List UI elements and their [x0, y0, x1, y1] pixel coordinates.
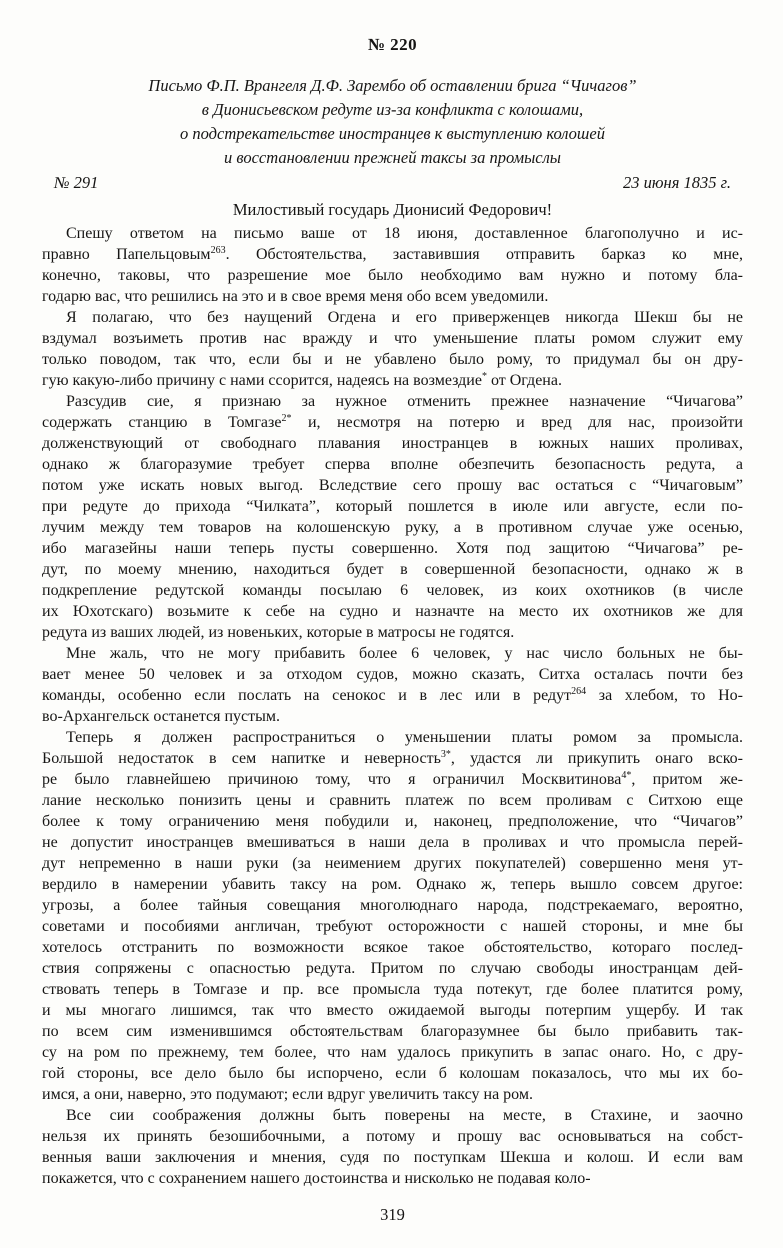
text-line: содержать станцию в Томгазе$^{2*}$ и, несмотря на потерю и вред для нас, произойти	[42, 413, 743, 431]
text-line: однако ж благоразумие требует сперва вполне обезпечить безопасность редута, а	[42, 456, 743, 473]
text-line: вает менее 50 человек и за отходом судов, можно сказать, Ситха осталась почти без	[42, 666, 743, 683]
text-line: правно Папельцовым$^{263}$. Обстоятельства, заставившия отправить барказ ко мне,	[42, 245, 743, 263]
text-line: при редуте до прихода “Чилката”, который пошлется в июле или августе, если по-	[42, 498, 743, 515]
text-line: лучим между тем товаров на колошенскую руку, а в противном случае уже осенью,	[42, 519, 743, 536]
letter-ref-number: № 291	[54, 173, 99, 192]
footnote-marker: 2*	[281, 413, 292, 424]
text-line: венныя ваши заключения и мнения, судя по поступкам Шекша и колош. И если вам	[42, 1149, 743, 1166]
letter-date: 23 июня 1835 г.	[623, 173, 731, 192]
document-number: № 220	[367, 35, 418, 54]
text-line: команды, особенно если послать на сенокос и в лес или в редут$^{264}$ за хлебом, то Но-	[42, 686, 743, 704]
text-line: их Юхотскаго) возьмите к себе на судно и назначте на место их охотников же для	[42, 603, 743, 620]
text-line: Я полагаю, что без наущений Огдена и его приверженцев никогда Шекш бы не	[66, 309, 743, 326]
text-line: ибо магазейны наши теперь пусты совершенно. Хотя под защитою “Чичагова” ре-	[42, 540, 743, 557]
text-line: по всем сим изменившимся обстоятельствам благоразумнее бы было прибавить так-	[42, 1023, 743, 1040]
text-line: не допустит иностранцев вмешиваться в наши дела в проливах и что промысла перей-	[42, 834, 743, 851]
text-line: дут непременно в наши руки (за неимением других покупателей) совершенно меня ут-	[42, 855, 743, 872]
text-line: Спешу ответом на письмо ваше от 18 июня, доставленное благополучно и ис-	[66, 225, 743, 242]
text-line: хотелось отстранить по возможности всякое такое обстоятельство, котораго послед-	[42, 939, 743, 956]
page-number: 319	[380, 1205, 405, 1224]
text-line: Разсудив сие, я признаю за нужное отменить прежнее назначение “Чичагова”	[66, 393, 743, 410]
text-line: подкрепление редутской команды посылаю 6 человек, из коих охотников (в числе	[42, 582, 743, 599]
text-line: во-Архангельск останется пустым.	[42, 708, 281, 725]
text-line: Все сии соображения должны быть поверены на месте, в Стахине, и заочно	[66, 1107, 743, 1124]
text-line: нельзя их принять безошибочными, а потому и прошу вас основываться на собст-	[42, 1128, 743, 1145]
footnote-marker: 4*	[621, 770, 632, 781]
text-line: и мы многаго лишимся, так что вместо ожидаемой выгоды потерпим ущербу. И так	[42, 1002, 743, 1019]
text-line: Мне жаль, что не могу прибавить более 6 человек, у нас число больных не бы-	[66, 645, 743, 662]
text-line: долженствующий от свободнаго плавания иностранцев в южных наших проливах,	[42, 435, 743, 452]
text-line: Большой недостаток в сем напитке и неверность$^{3*}$, удастся ли прикупить онаго вско-	[42, 749, 743, 767]
text-line: имся, а они, наверно, это подумают; если вдруг увеличить таксу на ром.	[42, 1086, 533, 1103]
text-line: угрозы, а более тайныя совещания многолюднаго народа, подстрекаемаго, вероятно,	[42, 897, 743, 914]
text-line: Теперь я должен распространиться о уменьшении платы ромом за промысла.	[66, 729, 743, 746]
footnote-marker: 264	[571, 686, 587, 697]
title-line: в Дионисьевском редуте из-за конфликта с колошами,	[201, 100, 584, 119]
paragraph	[42, 223, 743, 307]
text-line: более к тому ограничению меня побудили и, наконец, предположение, что “Чичагов”	[42, 813, 743, 830]
document-title	[42, 74, 743, 170]
footnote-marker: 263	[210, 245, 226, 256]
paragraph	[42, 391, 743, 643]
text-line: вердило в намерении убавить таксу на ром. Однако ж, теперь вышло совсем другое:	[42, 876, 743, 893]
paragraph	[42, 1105, 743, 1189]
title-line: о подстрекательстве иностранцев к выступлению колошей	[180, 124, 605, 143]
footnote-marker: *	[481, 371, 487, 382]
salutation: Милостивый государь Дионисий Федорович!	[232, 200, 553, 219]
title-line: Письмо Ф.П. Врангеля Д.Ф. Зарембо об оставлении брига “Чичагов”	[148, 76, 637, 95]
paragraph	[42, 643, 743, 727]
text-line: лание несколько понизить цены и сравнить платеж по всем проливам с Ситхою еще	[42, 792, 743, 809]
paragraph	[42, 307, 743, 391]
text-line: ствия сопряжены с опасностью редута. Притом по случаю свободы иностранцам дей-	[42, 960, 743, 977]
text-line: гой стороны, все дело было бы испорчено, если б колошам показалось, что мы их бо-	[42, 1065, 743, 1082]
title-line: и восстановлении прежней таксы за промыслы	[224, 148, 561, 167]
text-line: дут, по моему мнению, находиться будет в совершенной безопасности, однако ж в	[42, 561, 743, 578]
text-line: потом уже искать новых выгод. Вследствие сего прошу вас остаться с “Чичаговым”	[42, 477, 743, 494]
text-line: су на ром по прежнему, тем более, что нам удалось прикупить в запас онаго. Но, с дру-	[42, 1044, 743, 1061]
letter-body	[42, 223, 743, 1189]
text-line: ствовать теперь в Томгазе и пр. все промысла туда потекут, где более платится рому,	[42, 981, 743, 998]
text-line: покажется, что с сохранением нашего достоинства и нисколько не подавая коло-	[42, 1170, 591, 1187]
meta-row	[42, 172, 743, 193]
text-line: редута из ваших людей, из новеньких, которые в матросы не годятся.	[42, 624, 515, 641]
footnote-marker: 3*	[440, 749, 451, 760]
text-line: гую какую-либо причину с нами ссорится, надеясь на возмездие* от Огдена.	[42, 371, 562, 389]
text-line: годарю вас, что решились на это и в свое время меня обо всем уведомили.	[42, 288, 549, 305]
paragraph	[42, 727, 743, 1105]
text-line: вздумал возъиметь против нас вражду и что уменьшение платы ромом служит ему	[42, 330, 743, 347]
text-line: конечно, таковы, что разрешение мое было необходимо вам нужно и потому бла-	[42, 267, 743, 284]
text-line: только поводом, так что, если бы и не убавлено было рому, то придумал бы он дру-	[42, 351, 743, 368]
text-line: ре было главнейшею причиною тому, что я ограничил Москвитинова$^{4*}$, притом же-	[42, 770, 743, 788]
text-line: советами и пособиями англичан, требуют осторожности с нашей стороны, и мне бы	[42, 918, 743, 935]
